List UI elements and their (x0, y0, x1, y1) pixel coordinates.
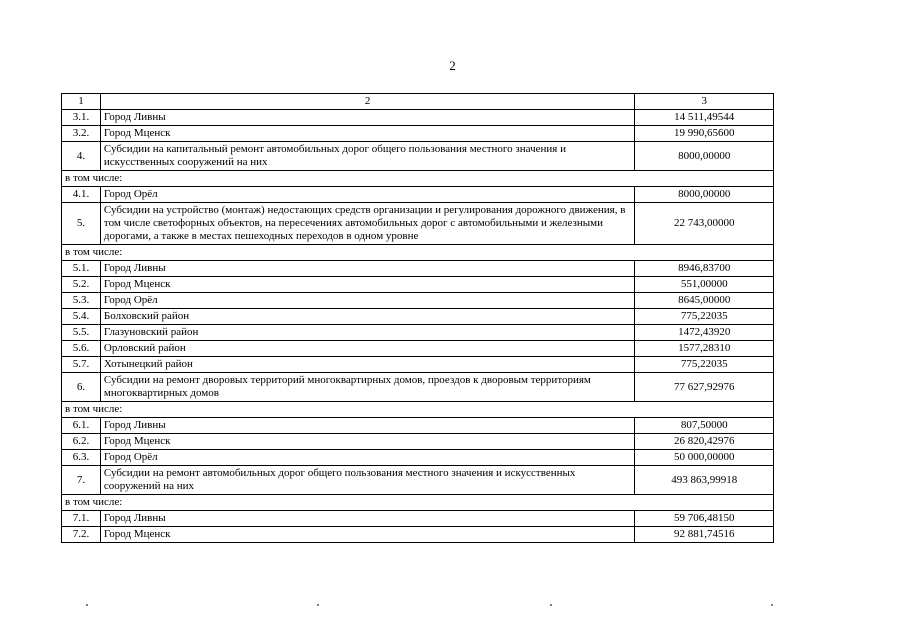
table-row (62, 203, 774, 245)
row-number: 6.2. (62, 434, 101, 450)
table-row (62, 466, 774, 495)
row-name: Хотынецкий район (100, 357, 635, 373)
row-value: 8000,00000 (635, 187, 774, 203)
subheading-text: в том числе: (62, 495, 774, 511)
row-value: 19 990,65600 (635, 126, 774, 142)
row-name: Орловский район (100, 341, 635, 357)
row-value: 50 000,00000 (635, 450, 774, 466)
table-header-row (62, 94, 774, 110)
row-number: 4. (62, 142, 101, 171)
row-number: 6.1. (62, 418, 101, 434)
row-name: Город Орёл (100, 293, 635, 309)
table-body (62, 94, 774, 543)
table-row (62, 357, 774, 373)
table-row (62, 450, 774, 466)
row-number: 3.2. (62, 126, 101, 142)
row-value: 775,22035 (635, 309, 774, 325)
row-value: 14 511,49544 (635, 110, 774, 126)
table-row (62, 126, 774, 142)
table-row (62, 187, 774, 203)
header-col-1: 1 (62, 94, 101, 110)
subheading-text: в том числе: (62, 245, 774, 261)
table-row (62, 434, 774, 450)
row-number: 5.6. (62, 341, 101, 357)
row-value: 807,50000 (635, 418, 774, 434)
row-name: Субсидии на ремонт автомобильных дорог общего пользования местного значения и искусственных сооружений на них (100, 466, 635, 495)
row-number: 7. (62, 466, 101, 495)
subsidy-table (61, 93, 774, 543)
row-value: 59 706,48150 (635, 511, 774, 527)
row-name: Болховский район (100, 309, 635, 325)
subheading-row (62, 171, 774, 187)
subheading-text: в том числе: (62, 171, 774, 187)
row-number: 5.3. (62, 293, 101, 309)
table-row (62, 418, 774, 434)
row-value: 775,22035 (635, 357, 774, 373)
row-name: Глазуновский район (100, 325, 635, 341)
table-row (62, 277, 774, 293)
row-number: 7.1. (62, 511, 101, 527)
row-value: 92 881,74516 (635, 527, 774, 543)
row-value: 26 820,42976 (635, 434, 774, 450)
row-value: 1577,28310 (635, 341, 774, 357)
table-row (62, 142, 774, 171)
page-number: 2 (449, 58, 456, 73)
row-name: Город Ливны (100, 110, 635, 126)
row-name: Город Мценск (100, 126, 635, 142)
table-row (62, 373, 774, 402)
table-row (62, 261, 774, 277)
row-name: Город Орёл (100, 187, 635, 203)
row-value: 77 627,92976 (635, 373, 774, 402)
row-name: Город Мценск (100, 277, 635, 293)
row-name: Город Ливны (100, 418, 635, 434)
table-row (62, 325, 774, 341)
subheading-text: в том числе: (62, 402, 774, 418)
header-col-2: 2 (100, 94, 635, 110)
scan-dot (550, 604, 552, 606)
scan-dot (317, 604, 319, 606)
row-number: 5.7. (62, 357, 101, 373)
subheading-row (62, 402, 774, 418)
row-name: Город Мценск (100, 527, 635, 543)
row-value: 8946,83700 (635, 261, 774, 277)
row-name: Субсидии на устройство (монтаж) недостающих средств организации и регулирования дорожного движения, в том числе светофорных объектов, на пересечениях автомобильных дорог с автомобильными и железными дорогами, а также в местах пешеходных переходов в одном уровне (100, 203, 635, 245)
scan-dot (771, 604, 773, 606)
row-name: Субсидии на ремонт дворовых территорий многоквартирных домов, проездов к дворовым территориям многоквартирных домов (100, 373, 635, 402)
row-value: 8645,00000 (635, 293, 774, 309)
table-row (62, 110, 774, 126)
scan-marks (0, 604, 905, 610)
scan-dot (86, 604, 88, 606)
row-number: 7.2. (62, 527, 101, 543)
row-number: 3.1. (62, 110, 101, 126)
row-value: 551,00000 (635, 277, 774, 293)
row-number: 6.3. (62, 450, 101, 466)
table-row (62, 341, 774, 357)
row-number: 5.4. (62, 309, 101, 325)
table-row (62, 527, 774, 543)
row-name: Город Ливны (100, 511, 635, 527)
row-name: Субсидии на капитальный ремонт автомобильных дорог общего пользования местного значения и искусственных сооружений на них (100, 142, 635, 171)
row-value: 8000,00000 (635, 142, 774, 171)
row-number: 4.1. (62, 187, 101, 203)
table-row (62, 511, 774, 527)
row-number: 5.5. (62, 325, 101, 341)
row-number: 5.2. (62, 277, 101, 293)
row-number: 5.1. (62, 261, 101, 277)
row-number: 6. (62, 373, 101, 402)
subheading-row (62, 245, 774, 261)
table-row (62, 293, 774, 309)
header-col-3: 3 (635, 94, 774, 110)
table-row (62, 309, 774, 325)
row-name: Город Мценск (100, 434, 635, 450)
row-value: 1472,43920 (635, 325, 774, 341)
row-value: 493 863,99918 (635, 466, 774, 495)
row-value: 22 743,00000 (635, 203, 774, 245)
subheading-row (62, 495, 774, 511)
row-name: Город Ливны (100, 261, 635, 277)
row-name: Город Орёл (100, 450, 635, 466)
row-number: 5. (62, 203, 101, 245)
